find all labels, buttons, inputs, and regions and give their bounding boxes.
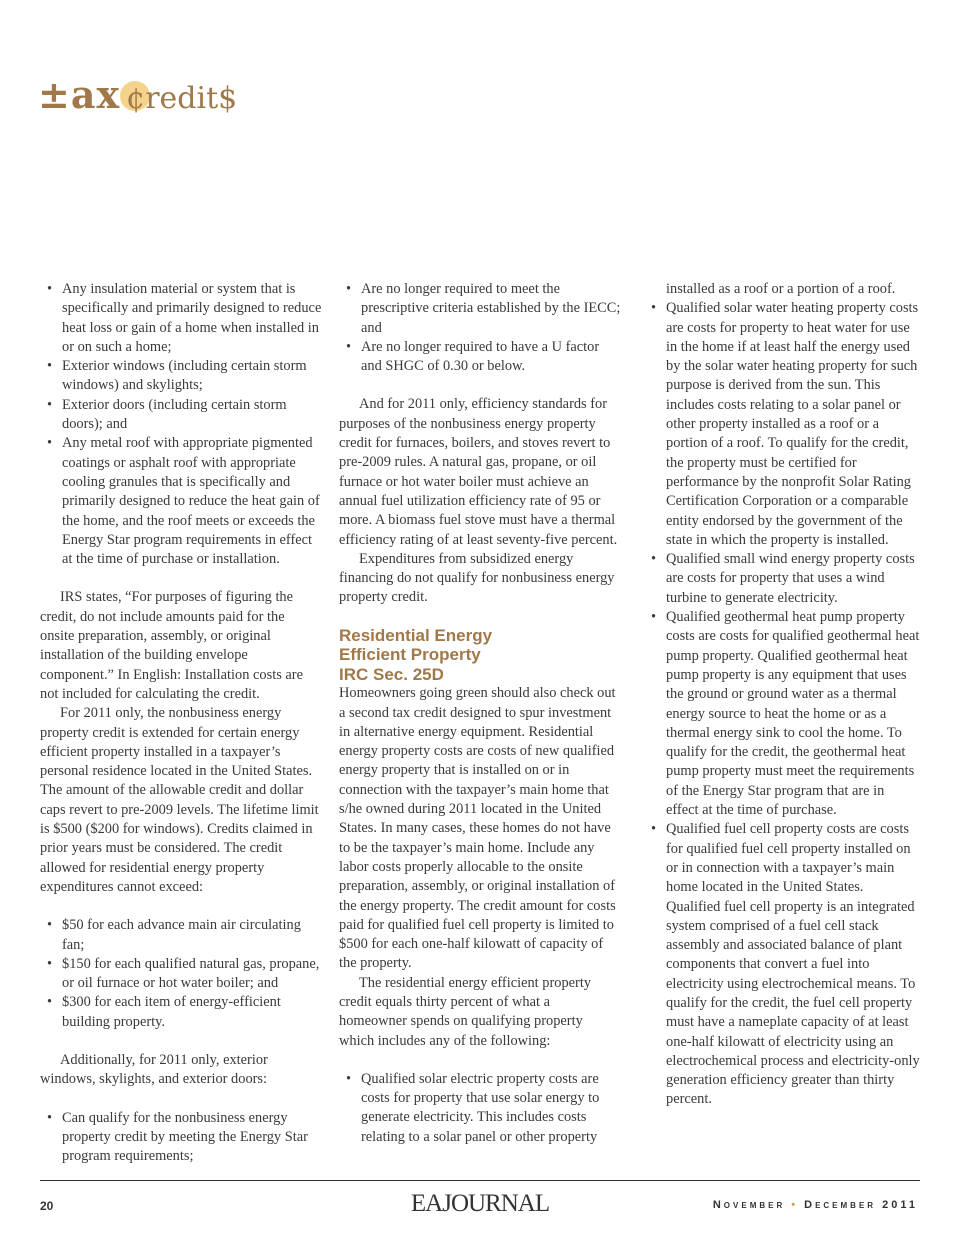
column-1 [40,280,322,1166]
bullet-list [339,1070,621,1147]
heading-line: Residential Energy [339,625,493,645]
list-item: • $300 for each item of energy-efficient building property. [40,993,322,1032]
logo-credit-text: ¢redit$ [126,81,238,116]
list-item: • Qualified geothermal heat pump property costs are costs for qualified geothermal heat pump property. Qualified geothermal heat pump property is any equipment that uses the ground or ground water as a thermal energy source to heat the home or as a thermal energy sink to cool the home. To qualify for the credit, the geothermal heat pump property must meet the requirements of the Energy Star program that are in effect at the time of purchase. [644,608,920,820]
section-heading [339,626,621,685]
footer-divider [40,1180,920,1181]
list-item: • Any insulation material or system that is specifically and primarily designed to reduce heat loss or gain of a home when installed in or on such a home; [40,280,322,357]
page-number: 20 [40,1199,54,1213]
paragraph: Additionally, for 2011 only, exterior windows, skylights, and exterior doors: [40,1051,268,1088]
list-item: • Any metal roof with appropriate pigmented coatings or asphalt roof with appropriate cooling granules that is specifically and primarily designed to reduce the heat gain of the home, and the roof meets or exceeds the Energy Star program requirements in effect at the time of purchase or installation. [40,434,322,569]
paragraph: For 2011 only, the nonbusiness energy property credit is extended for certain energy efficient property installed in a taxpayer’s personal residence located in the United States. The amount of the allowable credit and dollar caps revert to pre-2009 levels. The lifetime limit is $500 ($200 for windows). Credits claimed in prior years must be considered. The credit allowed for residential energy property expenditures cannot exceed: [40,705,319,895]
issue-month-2: December 2011 [804,1199,918,1211]
list-item: • Are no longer required to have a U factor and SHGC of 0.30 or below. [339,338,621,377]
bullet-list [339,280,621,376]
list-item: • Exterior windows (including certain storm windows) and skylights; [40,357,322,396]
paragraph: Expenditures from subsidized energy financing do not qualify for nonbusiness energy property credit. [339,550,615,606]
issue-date [713,1199,918,1211]
list-item: • Are no longer required to meet the prescriptive criteria established by the IECC; and [339,280,621,338]
paragraph: Homeowners going green should also check out a second tax credit designed to spur investment in alternative energy equipment. Residential energy property costs are costs of new qualified energy property that is installed on or in connection with the taxpayer’s main home that s/he owned during 2011 located in the United States. In many cases, these homes do not have to be the taxpayer’s main home. Include any labor costs properly allocable to the onsite preparation, assembly, or original installation of the energy property. The credit amount for costs paid for qualified fuel cell property is limited to $500 for each one-half kilowatt of capacity of the property. [339,685,616,972]
list-item: • Qualified fuel cell property costs are costs for qualified fuel cell property installed on or in connection with a taxpayer’s main home located in the United States. Qualified fuel cell property is an integrated system comprised of a fuel cell stack assembly and associated balance of plant components that convert a fuel into electricity using electrochemical means. To qualify for the credit, the fuel cell property must have a nameplate capacity of at least one-half kilowatt of electricity using an electrochemical process and electricity-only generation efficiency greater than thirty percent. [644,820,920,1109]
list-item: • $150 for each qualified natural gas, propane, or oil furnace or hot water boiler; and [40,955,322,994]
separator-dot-icon: • [791,1199,799,1211]
section-logo [38,72,237,116]
bullet-list [40,1109,322,1167]
paragraph: The residential energy efficient property credit equals thirty percent of what a homeowner spends on qualifying property which includes any of the following: [339,974,592,1049]
paragraph: And for 2011 only, efficiency standards for purposes of the nonbusiness energy property credit for furnaces, boilers, and stoves revert to pre-2009 rules. A natural gas, propane, or oil furnace or hot water boiler must achieve an annual fuel utilization efficiency rate of 95 or more. A biomass fuel stove must have a thermal efficiency rating of at least seventy-five percent. [339,396,618,548]
bullet-list [644,299,920,1109]
column-2 [339,280,621,1147]
bullet-list [40,916,322,1032]
logo-tax: ±ax [38,72,121,117]
list-item: • Qualified solar water heating property costs are costs for property to heat water for use in the home if at least half the energy used by the solar water heating property for such purpose is derived from the sun. This includes costs relating to a solar panel or other property installed as a roof or a portion of a roof. To qualify for the credit, the property must be certified for performance by the nonprofit Solar Rating Certification Corporation or a comparable entity endorsed by the government of the state in which the property is installed. [644,299,920,550]
logo-credit [126,81,237,116]
paragraph: IRS states, “For purposes of figuring the credit, do not include amounts paid for the onsite preparation, assembly, or original installation of the building envelope component.” In English: Installation costs are not included for calculating the credit. [40,589,303,702]
list-item: • Exterior doors (including certain storm doors); and [40,396,322,435]
list-item: • $50 for each advance main air circulating fan; [40,916,322,955]
issue-month-1: November [712,1199,786,1211]
bullet-list [40,280,322,569]
list-item: • Can qualify for the nonbusiness energy property credit by meeting the Energy Star program requirements; [40,1109,322,1167]
heading-line: IRC Sec. 25D [339,664,444,684]
journal-logo: EAJOURNAL [410,1190,550,1217]
list-item: • Qualified solar electric property costs are costs for property that use solar energy to generate electricity. This includes costs relating to a solar panel or other property [339,1070,621,1147]
column-3 [644,280,920,1110]
paragraph: installed as a roof or a portion of a roof. [666,281,896,297]
heading-line: Efficient Property [339,645,481,665]
list-item: • Qualified small wind energy property costs are costs for property that uses a wind turbine to generate electricity. [644,550,920,608]
